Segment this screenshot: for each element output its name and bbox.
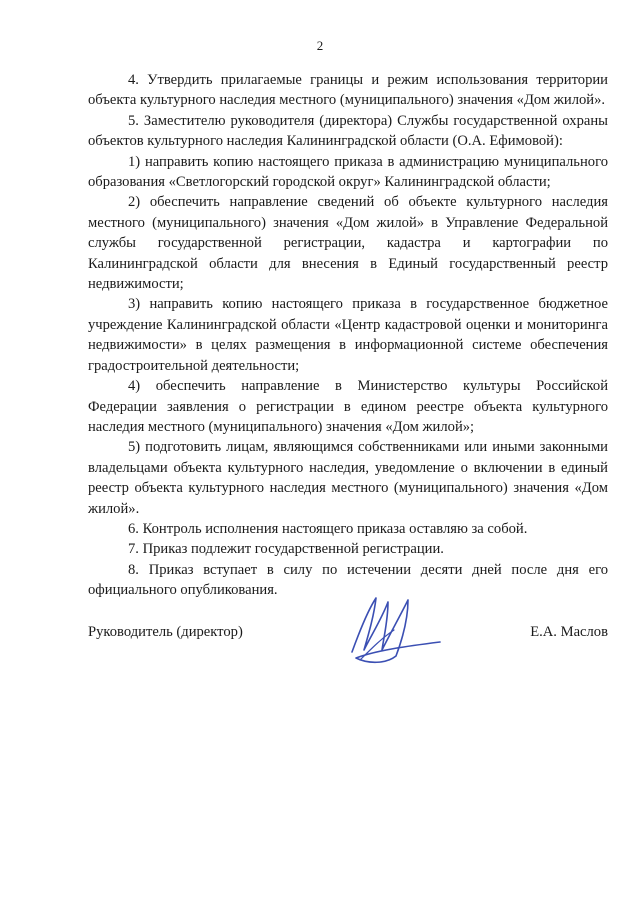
subitem-5: 5) подготовить лицам, являющимся собственниками или иными законными владельцами объекта культурного наследия, уведомление о включении в единый реестр объекта культурного наследия местного (муниципального) значения «Дом жилой». [88,439,608,517]
subitem-2: 2) обеспечить направление сведений об объекте культурного наследия местного (муниципального) значения «Дом жилой» в Управление Федеральной службы государственной регистрации, кадастра и картографии по Калининградской области для внесения в Единый государственный реестр недвижимости; [88,194,608,293]
paragraph-item-7: 7. Приказ подлежит государственной регистрации. [128,541,444,558]
subitem-1: 1) направить копию настоящего приказа в администрацию муниципального образования «Светлогорский городской округ» Калининградской области; [88,153,608,191]
subitem-4: 4) обеспечить направление в Министерство культуры Российской Федерации заявления о регистрации в едином реестре объекта культурного наследия местного (муниципального) значения «Дом жилой»; [88,378,608,435]
signature-block [88,616,608,676]
signatory-position: Руководитель (директор) [88,624,243,640]
document-body [88,70,608,601]
page-number: 2 [316,38,324,53]
paragraph-item-4: 4. Утвердить прилагаемые границы и режим использования территории объекта культурного наследия местного (муниципального) значения «Дом жилой». [88,72,608,109]
subitem-3: 3) направить копию настоящего приказа в государственное бюджетное учреждение Калининградской области «Центр кадастровой оценки и мониторинга недвижимости» в целях размещения в информационной системе обеспечения градостроительной деятельности; [88,296,608,374]
paragraph-item-6: 6. Контроль исполнения настоящего приказа оставляю за собой. [128,520,528,537]
paragraph-item-8: 8. Приказ вступает в силу по истечении десяти дней после дня его официального опубликования. [88,561,608,599]
paragraph-item-5: 5. Заместителю руководителя (директора) Службы государственной охраны объектов культурного наследия Калининградской области (О.А. Ефимовой): [88,112,608,150]
handwritten-signature [338,590,448,670]
signatory-name: Е.А. Маслов [530,624,608,640]
